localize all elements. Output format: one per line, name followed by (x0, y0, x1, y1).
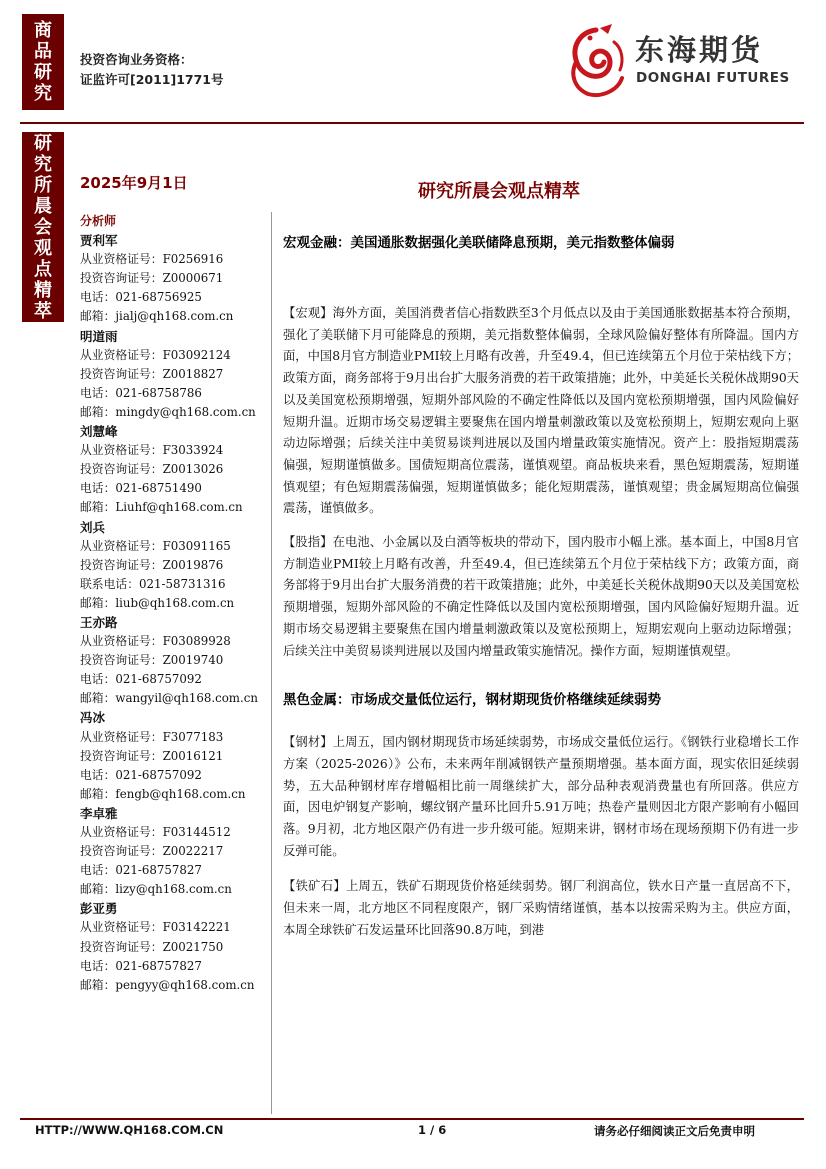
iron-ore-paragraph (283, 876, 799, 941)
analyst-email: 邮箱：wangyil@qh168.com.cn (80, 691, 258, 706)
report-type-tab-label: 研究所晨会观点精萃 (34, 132, 52, 322)
logo-chinese-text: 东海期货 (635, 33, 764, 67)
analyst-email: 邮箱：liub@qh168.com.cn (80, 595, 235, 610)
iron-ore-tag: 【铁矿石】 (283, 879, 346, 894)
analyst-name: 刘兵 (80, 519, 106, 535)
analyst-phone: 联系电话：021-58731316 (80, 576, 226, 591)
analyst-email: 邮箱：pengyy@qh168.com.cn (80, 977, 255, 992)
category-tab-label: 商品研究 (34, 20, 52, 104)
stock-index-tag: 【股指】 (283, 535, 333, 550)
analyst-phone: 电话：021-68757092 (80, 672, 202, 687)
analyst-entry (80, 327, 270, 422)
analyst-license: 从业资格证号：F03144512 (80, 825, 231, 839)
analyst-license: 从业资格证号：F3077183 (80, 729, 224, 744)
analyst-label: 分析师 (80, 214, 117, 228)
analyst-consult-license: 投资咨询证号：Z0000671 (80, 271, 224, 286)
analyst-sidebar (80, 212, 270, 995)
analyst-name: 刘慧峰 (80, 424, 118, 440)
analyst-name: 贾利军 (80, 233, 118, 249)
analyst-license: 从业资格证号：F0256916 (80, 252, 224, 267)
analyst-email: 邮箱：jialj@qh168.com.cn (80, 309, 234, 324)
analyst-name: 李卓雅 (80, 805, 118, 821)
page-number: 1 / 6 (418, 1123, 447, 1137)
category-tab (22, 14, 64, 110)
analyst-entry (80, 613, 270, 708)
column-divider (271, 212, 272, 1114)
analyst-license: 从业资格证号：F03091165 (80, 538, 231, 553)
analyst-license: 从业资格证号：F03092124 (80, 347, 231, 362)
dragon-logo-icon (560, 22, 632, 102)
analyst-consult-license: 投资咨询证号：Z0021750 (80, 939, 224, 954)
qualification-info (80, 50, 224, 90)
analyst-entry (80, 708, 270, 803)
analyst-phone: 电话：021-68758786 (80, 385, 202, 400)
analyst-entry (80, 899, 270, 994)
analyst-name: 明道雨 (80, 328, 118, 344)
analyst-phone: 电话：021-68751490 (80, 481, 202, 496)
analyst-email: 邮箱：Liuhf@qh168.com.cn (80, 500, 243, 515)
analyst-consult-license: 投资咨询证号：Z0016121 (80, 748, 224, 763)
qualification-line-1: 投资咨询业务资格： (80, 52, 193, 67)
analyst-phone: 电话：021-68757092 (80, 767, 202, 782)
report-date: 2025年9月1日 (80, 174, 188, 192)
steel-text: 上周五，国内钢材期现货市场延续弱势，市场成交量低位运行。《钢铁行业稳增长工作方案（2025-2026）》公布，未来两年削减钢铁产量预期增强。基本面方面，现实依旧延续弱势，五大品种钢材库存增幅相比前一周继续扩大，部分品种表观消费量也有所回落。供应方面，因电炉钢复产影响，螺纹钢产量环比回升5.91万吨；热卷产量则因北方限产影响有小幅回落。9月初，北方地区限产仍有进一步升级可能。短期来讲，钢材市场在现场预期下仍有进一步反弹可能。 (283, 735, 799, 858)
analyst-email: 邮箱：fengb@qh168.com.cn (80, 786, 246, 801)
analyst-license: 从业资格证号：F03089928 (80, 634, 231, 649)
analyst-license: 从业资格证号：F3033924 (80, 443, 224, 458)
analyst-entry (80, 422, 270, 517)
analyst-name: 冯冰 (80, 710, 106, 726)
analyst-phone: 电话：021-68757827 (80, 863, 202, 878)
macro-section-heading: 宏观金融：美国通胀数据强化美联储降息预期，美元指数整体偏弱 (283, 235, 675, 251)
logo-english-text: DONGHAI FUTURES (636, 70, 790, 86)
steel-paragraph (283, 732, 799, 862)
analyst-consult-license: 投资咨询证号：Z0022217 (80, 844, 224, 859)
analyst-entry (80, 518, 270, 613)
macro-tag: 【宏观】 (283, 306, 333, 320)
analyst-name: 王亦路 (80, 614, 118, 630)
analyst-email: 邮箱：lizy@qh168.com.cn (80, 882, 232, 897)
footer-divider (20, 1118, 804, 1120)
qualification-line-2: 证监许可[2011]1771号 (80, 72, 224, 87)
analyst-consult-license: 投资咨询证号：Z0019740 (80, 653, 224, 668)
disclaimer-note: 请务必仔细阅读正文后免责申明 (594, 1124, 755, 1138)
company-logo (560, 22, 800, 102)
header-divider (20, 122, 804, 124)
iron-ore-text: 上周五，铁矿石期现货价格延续弱势。钢厂利润高位，铁水日产量一直居高不下，但未来一周，北方地区不同程度限产，钢厂采购情绪谨慎，基本以按需采购为主。供应方面，本周全球铁矿石发运量环比回落90.8万吨，到港 (283, 879, 799, 937)
analyst-entry (80, 231, 270, 326)
stock-index-text: 在电池、小金属以及白酒等板块的带动下，国内股市小幅上涨。基本面上，中国8月官方制造业PMI较上月略有改善，升至49.4，但已连续第五个月位于荣枯线下方；政策方面，商务部将于9月出台扩大服务消费的若干政策措施；此外，中美延长关税休战期90天以及美国宽松预期增强，短期外部风险的不确定性降低以及国内宽松预期增强，国内风险偏好短期升温。近期市场交易逻辑主要聚焦在国内增量刺激政策以及宽松预期上，短期宏观向上驱动边际增强；后续关注中美贸易谈判进展以及国内增量政策实施情况。操作方面，短期谨慎观望。 (283, 535, 799, 658)
analyst-phone: 电话：021-68756925 (80, 290, 202, 305)
analyst-email: 邮箱：mingdy@qh168.com.cn (80, 404, 256, 419)
report-type-tab (22, 132, 64, 322)
analyst-license: 从业资格证号：F03142221 (80, 920, 231, 935)
macro-text: 海外方面，美国消费者信心指数跌至3个月低点以及由于美国通胀数据基本符合预期，强化了美联储下月可能降息的预期，美元指数整体偏弱，全球风险偏好整体有所降温。国内方面，中国8月官方制造业PMI较上月略有改善，升至49.4，但已连续第五个月位于荣枯线下方；政策方面，商务部将于9月出台扩大服务消费的若干政策措施；此外，中美延长关税休战期90天以及美国宽松预期增强，短期外部风险的不确定性降低以及国内宽松预期增强，国内风险偏好短期升温。近期市场交易逻辑主要聚焦在国内增量刺激政策以及宽松预期上，短期宏观向上驱动边际增强；后续关注中美贸易谈判进展以及国内增量政策实施情况。资产上：股指短期震荡偏强，短期谨慎做多。国债短期高位震荡，谨慎观望。商品板块来看，黑色短期震荡，短期谨慎观望；有色短期震荡偏强，短期谨慎做多；能化短期震荡，谨慎观望；贵金属短期高位偏强震荡，谨慎做多。 (283, 306, 799, 516)
footer-website-link[interactable]: HTTP://WWW.QH168.COM.CN (35, 1123, 224, 1137)
stock-index-paragraph (283, 532, 799, 662)
analyst-consult-license: 投资咨询证号：Z0013026 (80, 462, 224, 477)
report-title: 研究所晨会观点精萃 (418, 181, 580, 202)
steel-tag: 【钢材】 (283, 735, 333, 750)
analyst-name: 彭亚勇 (80, 901, 118, 917)
main-content (283, 231, 799, 942)
analyst-entry (80, 804, 270, 899)
analyst-phone: 电话：021-68757827 (80, 958, 202, 973)
macro-paragraph (283, 303, 799, 520)
analyst-consult-license: 投资咨询证号：Z0018827 (80, 366, 224, 381)
analyst-consult-license: 投资咨询证号：Z0019876 (80, 557, 224, 572)
ferrous-section-heading: 黑色金属：市场成交量低位运行，钢材期现货价格继续延续弱势 (283, 692, 661, 709)
